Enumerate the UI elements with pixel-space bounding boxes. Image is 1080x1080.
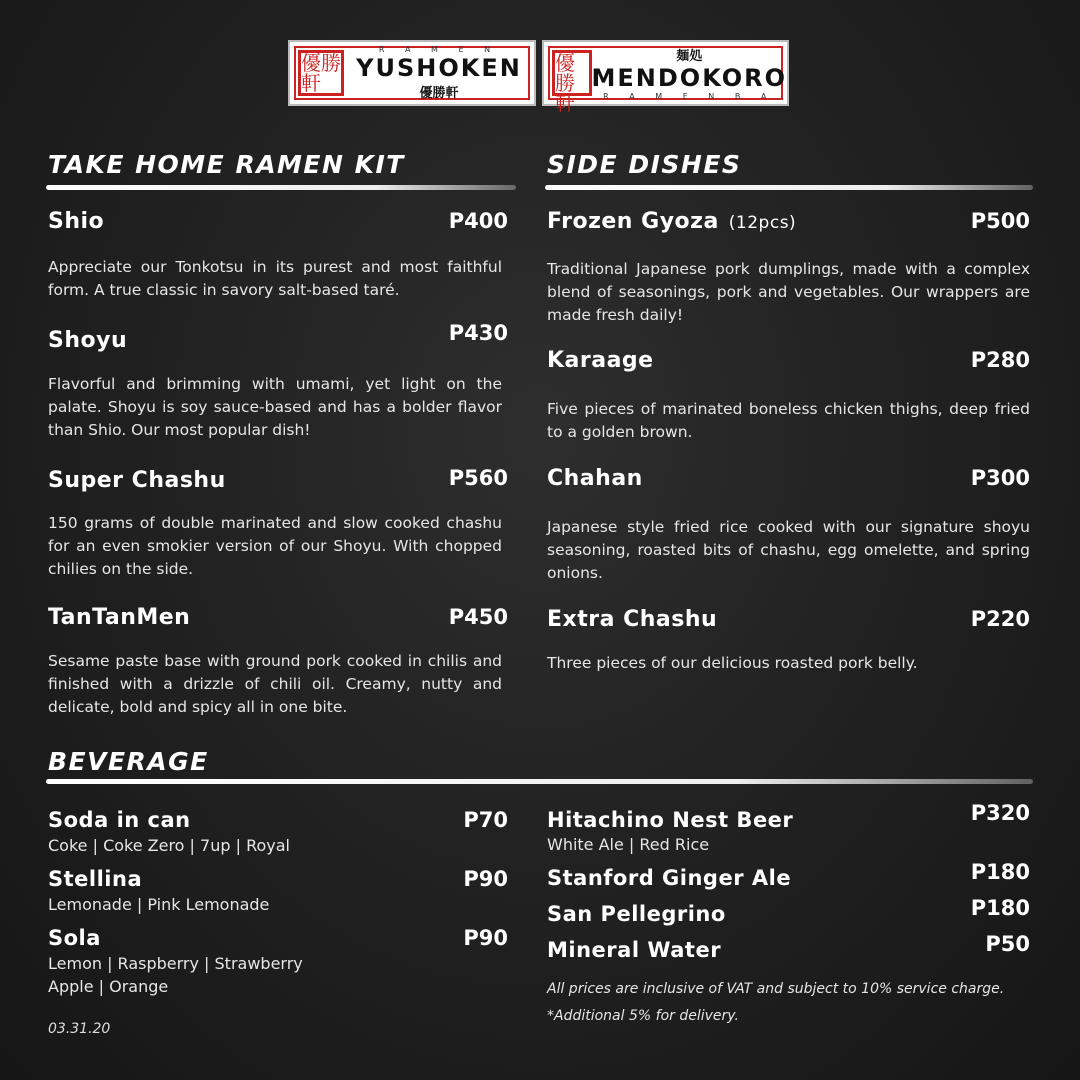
beverage-name: Stanford Ginger Ale [547, 866, 792, 890]
menu-item-name: Chahan [547, 466, 643, 491]
beverage-title: BEVERAGE [48, 747, 209, 776]
menu-item-name: Super Chashu [48, 468, 226, 493]
menu-item-desc: Sesame paste base with ground pork cooked in chilis and finished with a drizzle of chili oil. Creamy, nutty and delicate, bold and spicy all in one bite. [48, 652, 502, 716]
beverage-price: P180 [970, 896, 1030, 920]
menu-item-desc: Five pieces of marinated boneless chicken thighs, deep fried to a golden brown. [547, 400, 1030, 441]
vat-note: All prices are inclusive of VAT and subject to 10% service charge. [547, 981, 1005, 997]
beverage-name: Soda in can [48, 808, 191, 832]
beverage-options: White Ale | Red Rice [547, 835, 710, 854]
beverage-options: Apple | Orange [48, 977, 169, 996]
menu-item-desc: Appreciate our Tonkotsu in its purest and most faithful form. A true classic in savory salt-based taré. [48, 258, 502, 299]
mendokoro-seal: 優勝軒 [552, 50, 592, 96]
menu-item-name: TanTanMen [48, 605, 191, 630]
logo-bar [288, 40, 789, 115]
side-dishes-divider [545, 185, 1033, 190]
beverage-options: Coke | Coke Zero | 7up | Royal [48, 836, 290, 855]
yushoken-seal: 優勝軒 [298, 50, 344, 96]
beverage-price: P70 [463, 808, 508, 832]
beverage-name: Sola [48, 926, 101, 950]
delivery-note: *Additional 5% for delivery. [547, 1008, 739, 1024]
menu-item-name: Karaage [547, 348, 654, 373]
menu-item-price: P560 [448, 466, 508, 490]
menu-item-name: Extra Chashu [547, 607, 718, 632]
menu-item-desc: Traditional Japanese pork dumplings, made with a complex blend of seasonings, pork and vegetables. Our wrappers are made fresh daily! [547, 260, 1030, 324]
beverage-price: P90 [463, 867, 508, 891]
beverage-divider [46, 779, 1033, 784]
beverage-name: Hitachino Nest Beer [547, 808, 794, 832]
beverage-options: Lemon | Raspberry | Strawberry [48, 954, 303, 973]
menu-item-desc: Japanese style fried rice cooked with our signature shoyu seasoning, roasted bits of chashu, egg omelette, and spring onions. [547, 518, 1030, 582]
mendokoro-name: MENDOKORO [591, 64, 787, 92]
menu-item-name-text: Frozen Gyoza [547, 209, 719, 234]
menu-item-name: Shio [48, 209, 105, 234]
beverage-options: Lemonade | Pink Lemonade [48, 895, 270, 914]
menu-item-desc: Flavorful and brimming with umami, yet light on the palate. Shoyu is soy sauce-based and has a bolder flavor than Shio. Our most popular dish! [48, 375, 502, 439]
ramen-kit-title: TAKE HOME RAMEN KIT [48, 150, 405, 179]
menu-item-qty: (12pcs) [728, 213, 797, 233]
yushoken-jp: 優勝軒 [419, 86, 459, 101]
menu-item-desc: Three pieces of our delicious roasted pork belly. [547, 654, 918, 672]
menu-item-price: P280 [970, 348, 1030, 372]
menu-item-name: Shoyu [48, 328, 128, 353]
beverage-price: P50 [985, 932, 1030, 956]
side-dishes-title: SIDE DISHES [547, 150, 742, 179]
ramen-kit-divider [46, 185, 516, 190]
mendokoro-ramenba-label: R A M E N B A [603, 92, 776, 101]
beverage-name: Mineral Water [547, 938, 722, 962]
menu-item-price: P400 [448, 209, 508, 233]
menu-item-desc: 150 grams of double marinated and slow cooked chashu for an even smokier version of our Shoyu. With chopped chilies on the side. [48, 514, 502, 578]
menu-item-name [547, 209, 796, 234]
menu-item-price: P430 [448, 321, 508, 345]
menu-item-price: P450 [448, 605, 508, 629]
beverage-price: P180 [970, 860, 1030, 884]
menu-item-price: P500 [970, 209, 1030, 233]
yushoken-name: YUSHOKEN [356, 54, 522, 82]
menu-date: 03.31.20 [48, 1021, 111, 1037]
beverage-price: P320 [970, 801, 1030, 825]
mendokoro-jp: 麺処 [676, 49, 703, 64]
yushoken-logo [288, 40, 536, 106]
beverage-price: P90 [463, 926, 508, 950]
mendokoro-logo [542, 40, 789, 115]
yushoken-ramen-label: R A M E N [378, 45, 500, 54]
beverage-name: Stellina [48, 867, 143, 891]
menu-item-price: P220 [970, 607, 1030, 631]
menu-item-price: P300 [970, 466, 1030, 490]
beverage-name: San Pellegrino [547, 902, 726, 926]
